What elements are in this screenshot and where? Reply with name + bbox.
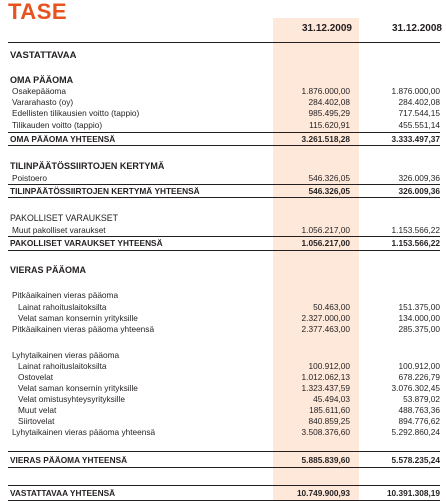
table-row: Velat omistusyhteysyrityksille 45.494,03 53.879,02: [18, 394, 440, 404]
table-row: Muut pakolliset varaukset 1.056.217,00 1.153.566,22: [12, 225, 440, 235]
total-row: VIERAS PÄÄOMA YHTEENSÄ 5.885.839,60 5.578.235,24: [10, 455, 440, 465]
divider: [8, 467, 440, 468]
section-heading: VASTATTAVAA: [10, 50, 77, 61]
table-row: Osakepääoma 1.876.000,00 1.876.000,00: [12, 86, 440, 96]
subtotal-row: Lyhytaikainen vieras pääoma yhteensä 3.508.376,60 5.292.860,24: [12, 427, 440, 437]
table-row: Tilikauden voitto (tappio) 115.620,91 455.551,14: [12, 120, 440, 130]
table-row: Siirtovelat 840.859,25 894.776,62: [18, 416, 440, 426]
table-row: Lainat rahoituslaitoksilta 50.463,00 151.375,00: [18, 302, 440, 312]
table-row: Poistoero 546.326,05 326.009,36: [12, 173, 440, 183]
table-row: Lainat rahoituslaitoksilta 100.912,00 100.912,00: [18, 361, 440, 371]
group-heading: PAKOLLISET VARAUKSET: [10, 213, 119, 223]
table-row: Vararahasto (oy) 284.402,08 284.402,08: [12, 97, 440, 107]
table-row: Ostovelat 1.012.062,13 678.226,79: [18, 372, 440, 382]
total-row: PAKOLLISET VARAUKSET YHTEENSÄ 1.056.217,00 1.153.566,22: [10, 238, 440, 248]
grand-total-row: VASTATTAVAA YHTEENSÄ 10.749.900,93 10.391.308,19: [10, 488, 440, 498]
group-heading: OMA PÄÄOMA: [10, 75, 74, 85]
column-header-2009: 31.12.2009: [301, 23, 352, 34]
table-row: Velat saman konsernin yrityksille 1.323.437,59 3.076.302,45: [18, 383, 440, 393]
divider: [8, 236, 440, 237]
subgroup-heading: Lyhytaikainen vieras pääoma: [12, 350, 120, 360]
table-row: Muut velat 185.611,60 488.763,36: [18, 405, 440, 415]
page-title: TASE: [8, 0, 68, 24]
divider: [8, 197, 440, 198]
divider: [8, 42, 440, 43]
divider: [8, 184, 440, 185]
divider: [8, 250, 440, 251]
group-heading: TILINPÄÄTÖSSIIRTOJEN KERTYMÄ: [10, 161, 165, 171]
column-header-2008: 31.12.2008: [391, 23, 442, 34]
group-heading: VIERAS PÄÄOMA: [10, 265, 87, 275]
divider: [8, 451, 440, 452]
total-row: OMA PÄÄOMA YHTEENSÄ 3.261.518,28 3.333.497,37: [10, 134, 440, 144]
subgroup-heading: Pitkäaikainen vieras pääoma: [12, 290, 119, 300]
total-row: TILINPÄÄTÖSSIIRTOJEN KERTYMÄ YHTEENSÄ 546.326,05 326.009,36: [10, 186, 440, 196]
divider: [8, 485, 440, 486]
table-row: Velat saman konsernin yrityksille 2.327.000,00 134.000,00: [18, 313, 440, 323]
subtotal-row: Pitkäaikainen vieras pääoma yhteensä 2.377.463,00 285.375,00: [12, 324, 440, 334]
table-row: Edellisten tilikausien voitto (tappio) 985.495,29 717.544,15: [12, 108, 440, 118]
divider: [8, 132, 440, 133]
divider: [8, 145, 440, 146]
